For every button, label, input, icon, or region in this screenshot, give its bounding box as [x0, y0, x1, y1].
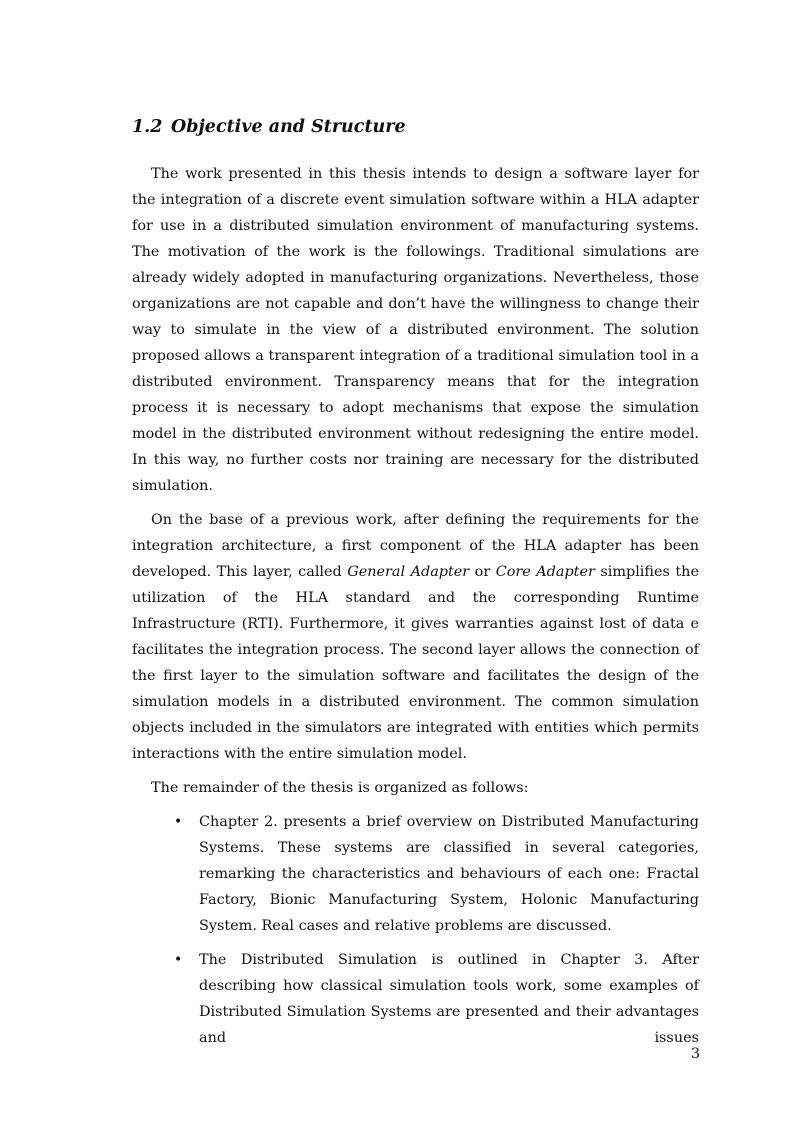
- paragraph-remainder-intro: The remainder of the thesis is organized as follows:: [151, 780, 529, 796]
- paragraph-previous-work: [132, 507, 699, 767]
- section-number: 1.2: [132, 117, 163, 137]
- emphasis-general-adapter: General Adapter: [347, 564, 470, 580]
- section-title: Objective and Structure: [171, 117, 406, 137]
- list-item-text: The Distributed Simulation is outlined in Chapter 3. After describing how classical simulation tools work, some examples of Distributed Simulation Systems are presented and their advantages and issues: [199, 952, 699, 1046]
- list-item: [132, 809, 699, 939]
- list-item-text: Chapter 2. presents a brief overview on Distributed Manufacturing Systems. These systems are classified in several categories, remarking the characteristics and behaviours of each one: Fractal Factory, Bionic Manufacturing System, Holonic Manufacturing System. Real cases and relative problems are discussed.: [199, 814, 699, 934]
- page-content: [132, 113, 699, 1059]
- list-item: [132, 947, 699, 1051]
- bullet-icon: •: [174, 952, 183, 968]
- paragraph-text: or: [469, 564, 496, 580]
- chapter-list: [132, 809, 699, 1051]
- section-heading: [132, 113, 699, 141]
- bullet-icon: •: [174, 814, 183, 830]
- paragraph-objective: The work presented in this thesis intends to design a software layer for the integration of a discrete event simulation software within a HLA adapter for use in a distributed simulation environment of manufacturing systems. The motivation of the work is the followings. Traditional simulations are already widely adopted in manufacturing organizations. Nevertheless, those organizations are not capable and don’t have the willingness to change their way to simulate in the view of a distributed environment. The solution proposed allows a transparent integration of a traditional simulation tool in a distributed environment. Transparency means that for the integration process it is necessary to adopt mechanisms that expose the simulation model in the distributed environment without redesigning the entire model. In this way, no further costs nor training are necessary for the distributed simulation.: [132, 166, 699, 494]
- emphasis-core-adapter: Core Adapter: [495, 564, 595, 580]
- page-number: 3: [690, 1046, 700, 1062]
- paragraph-text: simplifies the utilization of the HLA standard and the corresponding Runtime Infrastructure (RTI). Furthermore, it gives warranties against lost of data e facilitates the integration process. The second layer allows the connection of the first layer to the simulation software and facilitates the design of the simulation models in a distributed environment. The common simulation objects included in the simulators are integrated with entities which permits interactions with the entire simulation model.: [132, 564, 699, 762]
- paragraph-text: On the base of a previous work, after defining the requirements for the integration architecture, a first component of the HLA adapter has been developed. This layer, called: [132, 512, 699, 580]
